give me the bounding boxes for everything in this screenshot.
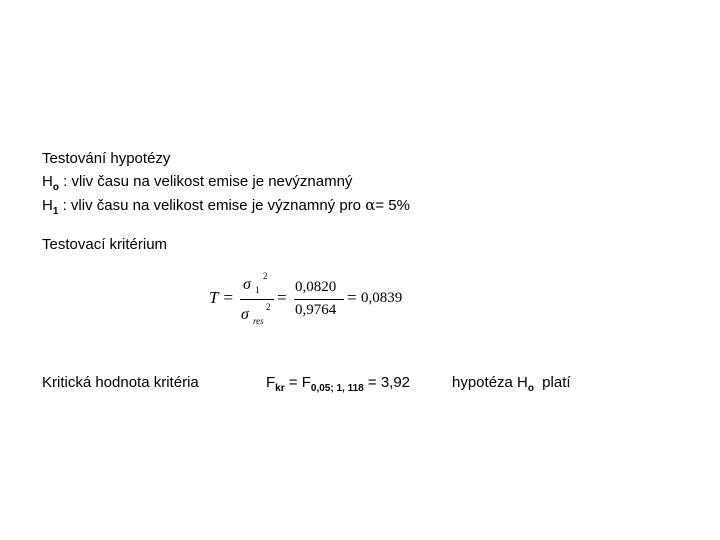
formula-numerator-superscript: 2 [263, 271, 268, 281]
criterion-heading-text: Testovací kritérium [42, 236, 168, 253]
conclusion-suffix: platí [542, 374, 571, 391]
formula-denominator-superscript: 2 [266, 302, 271, 312]
formula-numerator-subscript: 1 [255, 285, 260, 295]
h1-text: : vliv času na velikost emise je významný pro [62, 197, 362, 214]
h1-tail: = 5% [375, 197, 410, 214]
title [42, 150, 170, 168]
f-kr-subscript: kr [275, 383, 285, 394]
f-kr-letter: F [266, 374, 276, 391]
h0-text: : vliv času na velikost emise je nevýznamný [63, 173, 353, 190]
critical-value-expression [266, 374, 410, 394]
h0-subscript: o [52, 182, 59, 193]
formula-equals-1: = [277, 288, 287, 307]
conclusion-subscript: o [527, 383, 534, 394]
formula-fraction-bar-2 [294, 299, 344, 300]
f-table-subscript: 0,05; 1, 118 [310, 383, 364, 394]
h0-line [42, 173, 352, 193]
formula-denominator-symbol: σ [241, 306, 249, 323]
criterion-heading [42, 236, 167, 254]
title-text: Testování hypotézy [42, 150, 171, 167]
h1-subscript: 1 [52, 206, 59, 217]
formula-denominator-subscript: res [253, 316, 264, 326]
conclusion-prefix: hypotéza H [452, 374, 528, 391]
critical-label [42, 374, 199, 392]
formula-numerator-symbol: σ [243, 276, 251, 293]
formula-fraction-bar-1 [240, 299, 274, 300]
test-statistic-formula [205, 270, 420, 330]
h1-letter: H [42, 197, 53, 214]
conclusion [452, 374, 571, 394]
h1-line [42, 196, 410, 217]
formula-numerator-value: 0,0820 [295, 279, 337, 295]
critical-value: = 3,92 [367, 374, 411, 391]
critical-label-text: Kritická hodnota kritéria [42, 374, 199, 391]
formula-equals-2: = [347, 288, 357, 307]
alpha-symbol: α [365, 196, 376, 214]
formula-denominator-value: 0,9764 [295, 302, 337, 318]
h0-letter: H [42, 173, 53, 190]
formula-lhs: T = [209, 288, 234, 307]
formula-result: 0,0839 [361, 290, 403, 306]
f-equals: = F [288, 374, 311, 391]
